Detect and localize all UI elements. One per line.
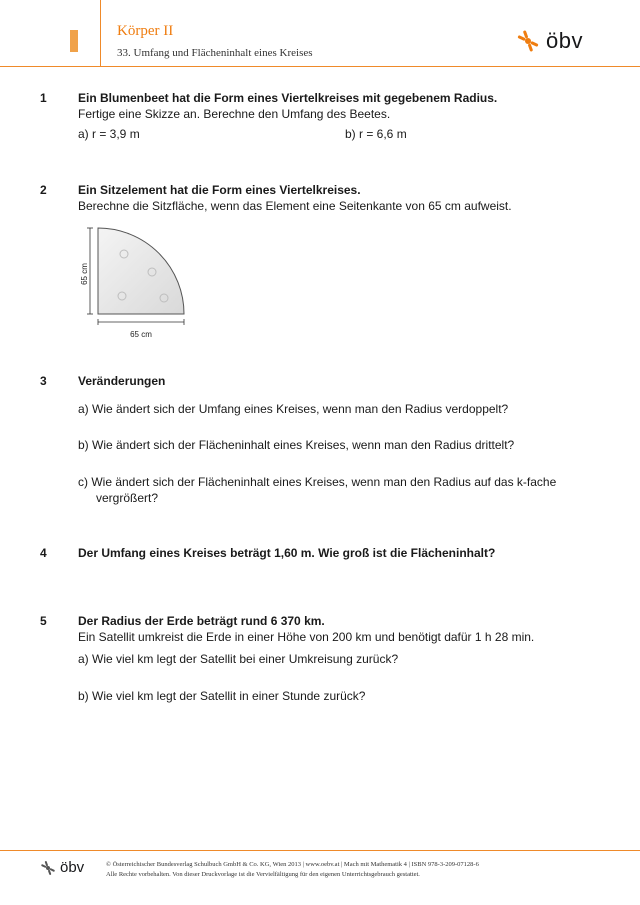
footer-logo bbox=[40, 859, 84, 876]
task-2-text: Berechne die Sitzfläche, wenn das Element eine Seitenkante von 65 cm aufweist. bbox=[78, 199, 512, 213]
footer-logo-star-icon bbox=[40, 860, 56, 876]
task-3-part-c-cont: vergrößert? bbox=[96, 491, 159, 505]
dim-label-horizontal: 65 cm bbox=[130, 330, 152, 339]
task-5-part-a: a) Wie viel km legt der Satellit bei einer Umkreisung zurück? bbox=[78, 652, 399, 666]
page-title: Körper II bbox=[117, 23, 174, 39]
task-4-number: 4 bbox=[40, 546, 47, 560]
footer-rights: Alle Rechte vorbehalten. Von dieser Druckvorlage ist die Vervielfältigung für den eigenen Unterrichtsgebrauch gestattet. bbox=[106, 871, 420, 878]
task-5-number: 5 bbox=[40, 614, 47, 628]
task-3-part-a: a) Wie ändert sich der Umfang eines Kreises, wenn man den Radius verdoppelt? bbox=[78, 402, 509, 416]
page-subtitle: 33. Umfang und Flächeninhalt eines Kreises bbox=[117, 47, 313, 59]
task-3-title: Veränderungen bbox=[78, 374, 166, 388]
logo-star-icon bbox=[516, 29, 540, 53]
task-1-title: Ein Blumenbeet hat die Form eines Viertelkreises mit gegebenem Radius. bbox=[78, 91, 498, 105]
task-5-part-b: b) Wie viel km legt der Satellit in einer Stunde zurück? bbox=[78, 689, 366, 703]
logo-text: öbv bbox=[546, 28, 583, 53]
task-2-title: Ein Sitzelement hat die Form eines Viertelkreises. bbox=[78, 183, 361, 197]
task-1-part-b: b) r = 6,6 m bbox=[345, 127, 407, 141]
task-3-part-c: c) Wie ändert sich der Flächeninhalt eines Kreises, wenn man den Radius auf das k-fache bbox=[78, 475, 557, 489]
quarter-circle-seat-figure bbox=[76, 222, 216, 346]
task-5-text: Ein Satellit umkreist die Erde in einer Höhe von 200 km und benötigt dafür 1 h 28 min. bbox=[78, 630, 535, 644]
header-divider bbox=[100, 0, 101, 66]
header-rule bbox=[0, 66, 640, 67]
task-1-text: Fertige eine Skizze an. Berechne den Umfang des Beetes. bbox=[78, 107, 391, 121]
task-3-part-b: b) Wie ändert sich der Flächeninhalt eines Kreises, wenn man den Radius drittelt? bbox=[78, 438, 515, 452]
dim-label-vertical: 65 cm bbox=[80, 263, 89, 285]
task-1-part-a: a) r = 3,9 m bbox=[78, 127, 140, 141]
task-1-number: 1 bbox=[40, 91, 47, 105]
task-5-title: Der Radius der Erde beträgt rund 6 370 km. bbox=[78, 614, 325, 628]
header-accent-bar bbox=[70, 30, 78, 52]
quarter-circle-shape bbox=[98, 228, 184, 314]
publisher-logo bbox=[516, 28, 583, 54]
task-4-title: Der Umfang eines Kreises beträgt 1,60 m. Wie groß ist die Flächeninhalt? bbox=[78, 546, 496, 560]
task-3-number: 3 bbox=[40, 374, 47, 388]
footer-logo-text: öbv bbox=[60, 859, 85, 876]
footer-copyright: © Österreichischer Bundesverlag Schulbuch GmbH & Co. KG, Wien 2013 | www.oebv.at | Mach mit Mathematik 4 | ISBN 978-3-209-07128-6 bbox=[106, 861, 479, 868]
task-2-number: 2 bbox=[40, 183, 47, 197]
footer-rule bbox=[0, 850, 640, 851]
